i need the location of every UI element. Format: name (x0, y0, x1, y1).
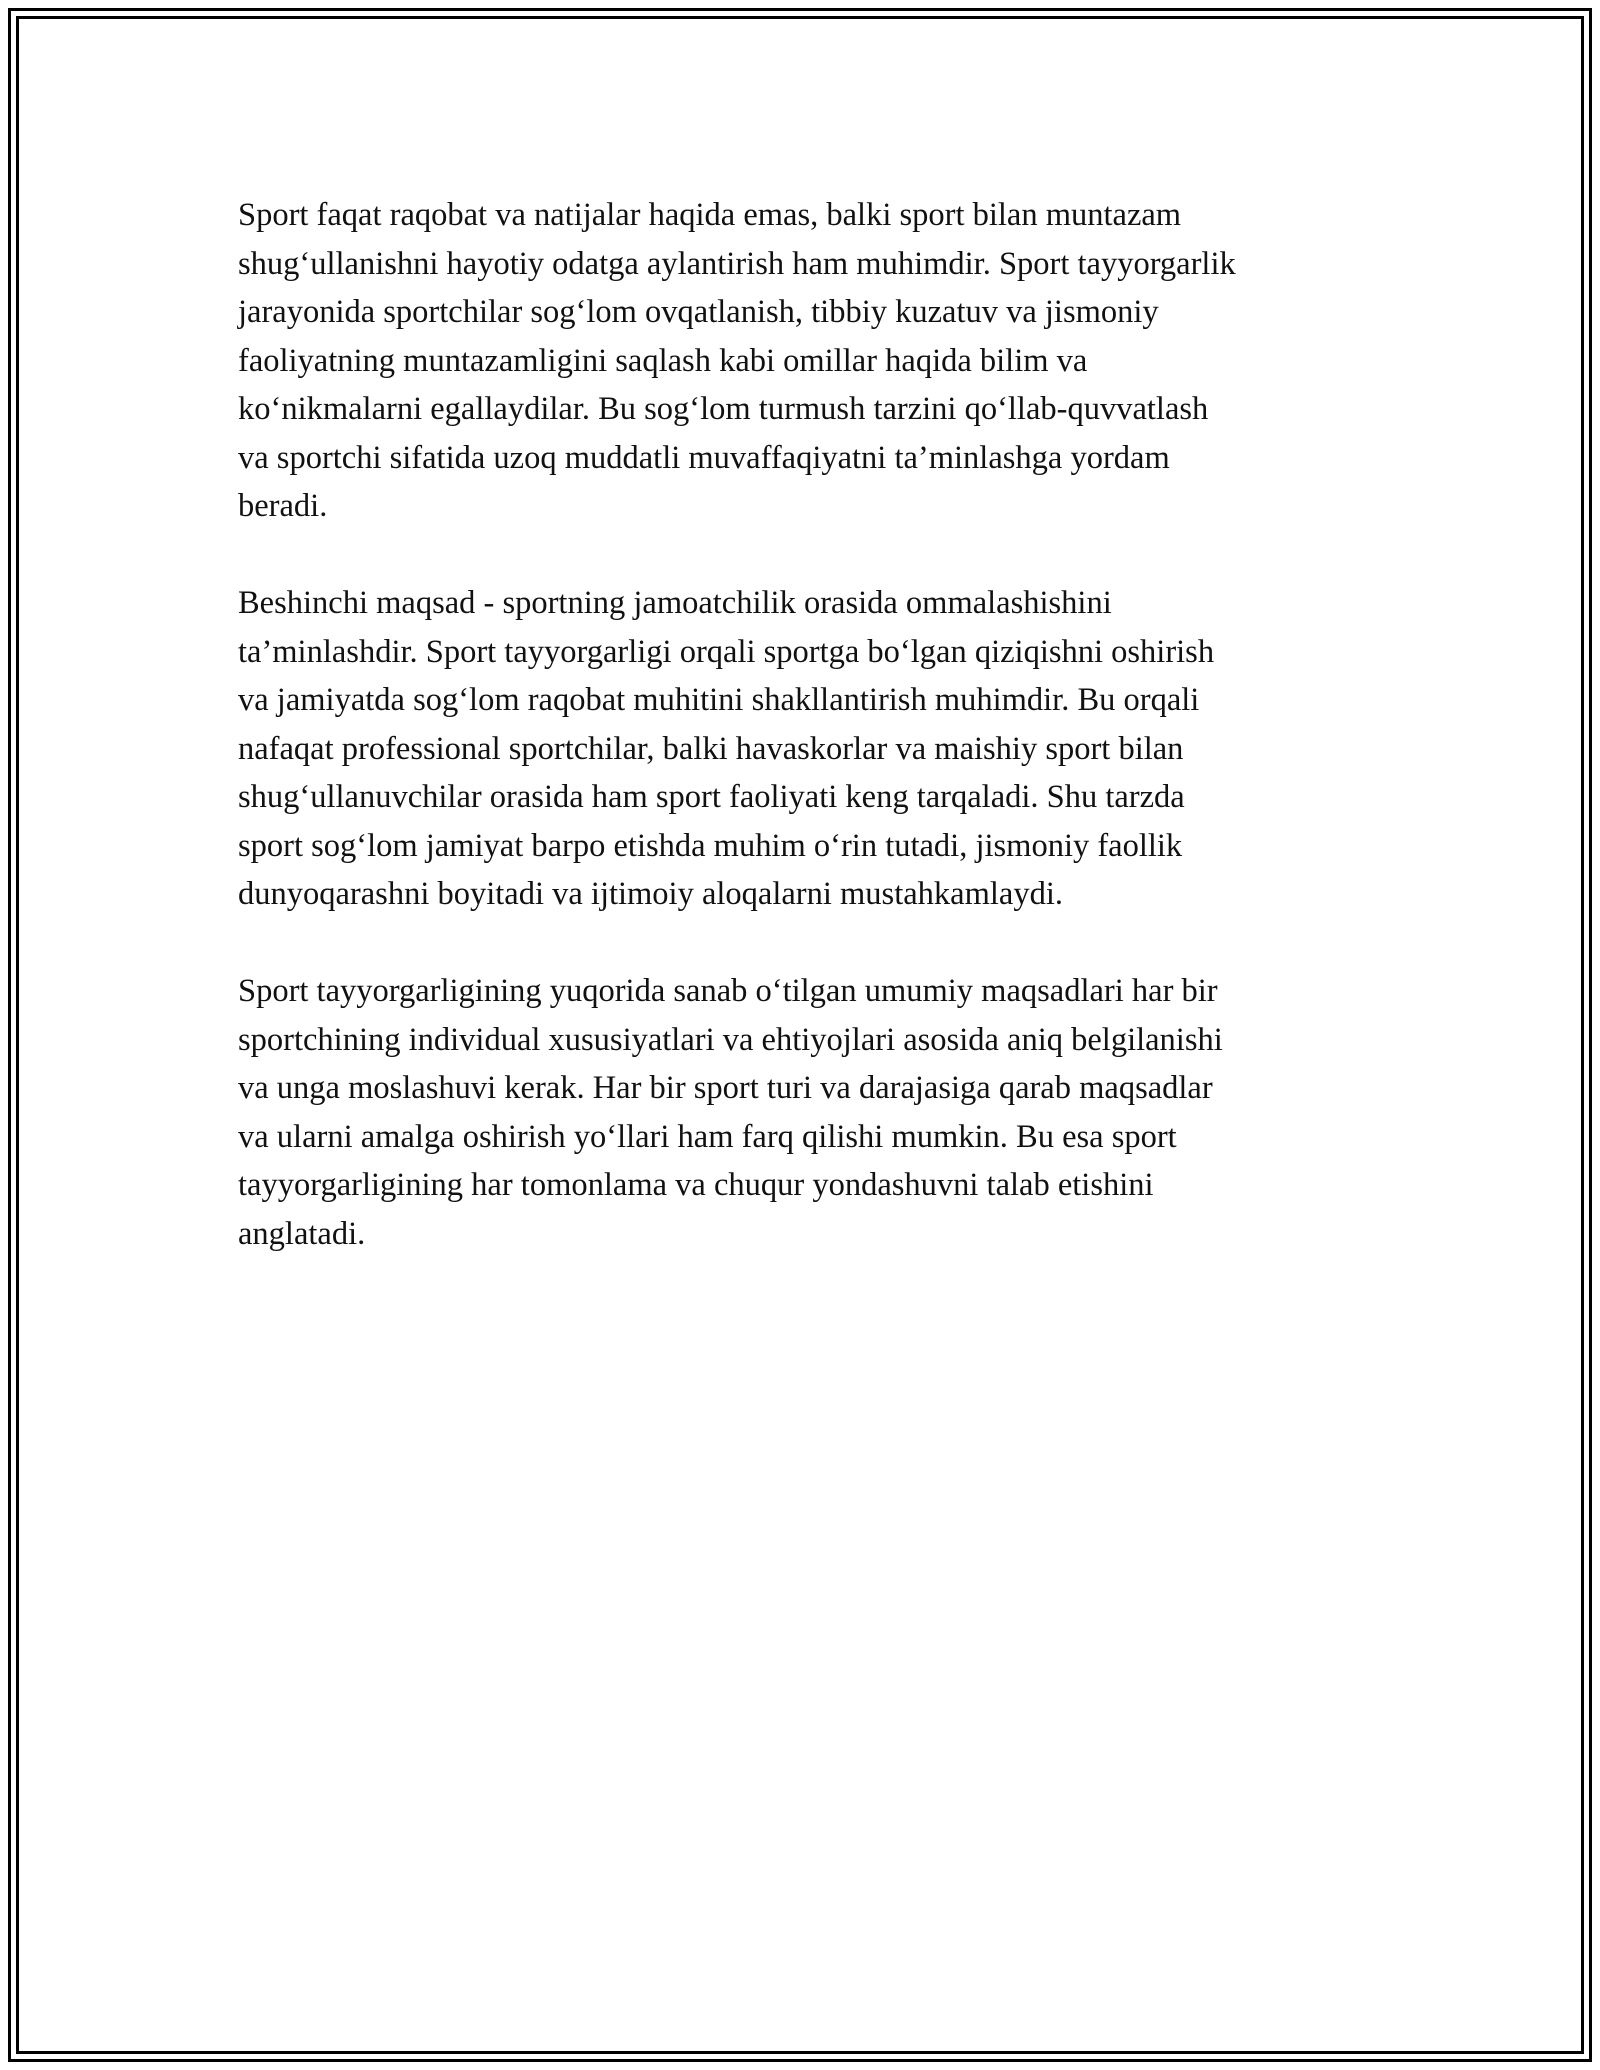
paragraph-individual-goals: Sport tayyorgarligining yuqorida sanab o‘tilgan umumiy maqsadlari har bir sportchining individual xususiyatlari va ehtiyojlari asosida aniq belgilanishi va unga moslashuvi kerak. Har bir sport turi va darajasiga qarab maqsadlar va ularni amalga oshirish yo‘llari ham farq qilishi mumkin. Bu esa sport tayyorgarligining har tomonlama va chuqur yondashuvni talab etishini anglatadi. (238, 973, 1223, 1252)
paragraph-fifth-goal: Beshinchi maqsad - sportning jamoatchilik orasida ommalashishini ta’minlashdir. Sport tayyorgarligi orqali sportga bo‘lgan qiziqishni oshirish va jamiyatda sog‘lom raqobat muhitini shakllantirish muhimdir. Bu orqali nafaqat professional sportchilar, balki havaskorlar va maishiy sport bilan shug‘ullanuvchilar orasida ham sport faoliyati keng tarqaladi. Shu tarzda sport sog‘lom jamiyat barpo etishda muhim o‘rin tutadi, jismoniy faollik dunyoqarashni boyitadi va ijtimoiy aloqalarni mustahkamlaydi. (238, 585, 1215, 912)
document-page (8, 8, 1592, 2062)
paragraph-healthy-lifestyle: Sport faqat raqobat va natijalar haqida emas, balki sport bilan muntazam shug‘ullanishni hayotiy odatga aylantirish ham muhimdir. Sport tayyorgarlik jarayonida sportchilar sog‘lom ovqatlanish, tibbiy kuzatuv va jismoniy faoliyatning muntazamligini saqlash kabi omillar haqida bilim va ko‘nikmalarni egallaydilar. Bu sog‘lom turmush tarzini qo‘llab-quvvatlash va sportchi sifatida uzoq muddatli muvaffaqiyatni ta’minlashga yordam beradi. (238, 197, 1236, 524)
document-body (238, 191, 1398, 1307)
